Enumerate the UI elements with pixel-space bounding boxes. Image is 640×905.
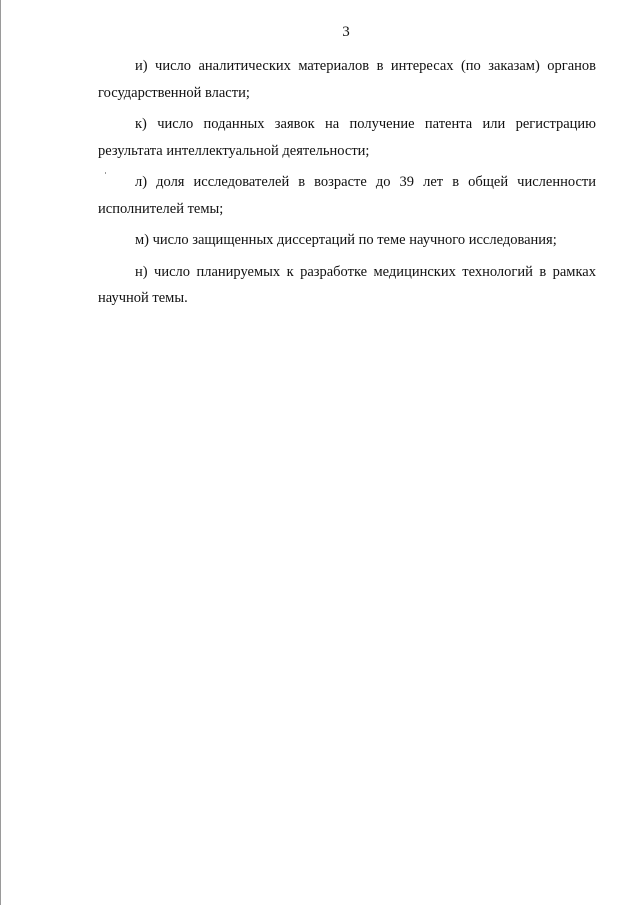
list-item-n: н) число планируемых к разработке медицинских технологий в рамках научной темы. <box>98 263 596 306</box>
list-item-m: м) число защищенных диссертаций по теме научного исследования; <box>135 232 557 248</box>
list-item-l: л) доля исследователей в возрасте до 39 лет в общей численности исполнителей темы; <box>98 174 596 217</box>
document-body <box>98 53 596 317</box>
list-item-k: к) число поданных заявок на получение патента или регистрацию результата интеллектуальной деятельности; <box>98 116 596 159</box>
page-number: 3 <box>342 24 350 40</box>
list-item-i: и) число аналитических материалов в интересах (по заказам) органов государственной власти; <box>98 58 596 101</box>
